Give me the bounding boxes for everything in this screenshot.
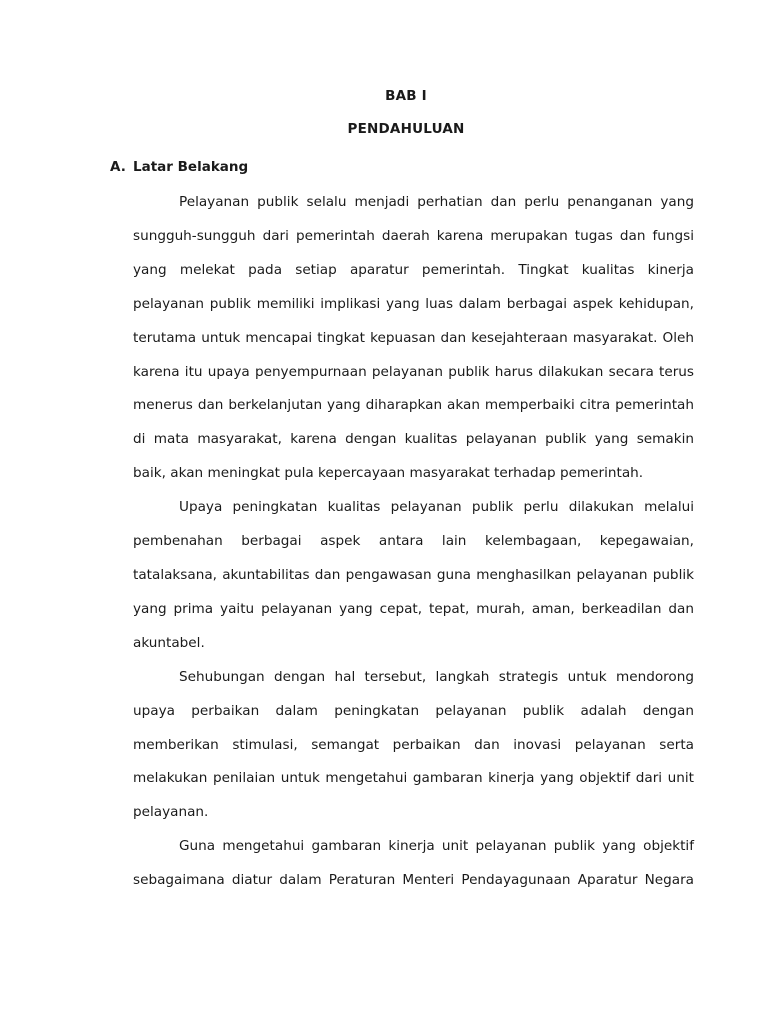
chapter-title: PENDAHULUAN — [347, 121, 465, 137]
paragraph: Pelayanan publik selalu menjadi perhatian dan perlu penanganan yang sungguh-sungguh dari pemerintah daerah karena merupakan tugas dan fungsi yang melekat pada setiap aparatur pemerintah. Tingkat kualitas kinerja pelayanan publik memiliki implikasi yang luas dalam berbagai aspek kehidupan, terutama untuk mencapai tingkat kepuasan dan kesejahteraan masyarakat. Oleh karena itu upaya penyempurnaan pelayanan publik harus dilakukan secara terus menerus dan berkelanjutan yang diharapkan akan memperbaiki citra pemerintah di mata masyarakat, karena dengan kualitas pelayanan publik yang semakin baik, akan meningkat pula kepercayaan masyarakat terhadap pemerintah. — [133, 194, 694, 482]
body-text — [133, 186, 694, 898]
section-heading — [110, 159, 248, 175]
paragraph: Sehubungan dengan hal tersebut, langkah strategis untuk mendorong upaya perbaikan dalam peningkatan pelayanan publik adalah dengan memberikan stimulasi, semangat perbaikan dan inovasi pelayanan serta melakukan penilaian untuk mengetahui gambaran kinerja yang objektif dari unit pelayanan. — [133, 668, 694, 821]
paragraph: Upaya peningkatan kualitas pelayanan publik perlu dilakukan melalui pembenahan berbagai aspek antara lain kelembagaan, kepegawaian, tatalaksana, akuntabilitas dan pengawasan guna menghasilkan pelayanan publik yang prima yaitu pelayanan yang cepat, tepat, murah, aman, berkeadilan dan akuntabel. — [133, 499, 694, 651]
paragraph: Guna mengetahui gambaran kinerja unit pelayanan publik yang objektif sebagaimana diatur dalam Peraturan Menteri Pendayagunaan Aparatur Negara — [133, 838, 694, 889]
chapter-number: BAB I — [385, 88, 427, 104]
section-letter: A. — [110, 159, 126, 175]
section-title: Latar Belakang — [133, 159, 249, 175]
